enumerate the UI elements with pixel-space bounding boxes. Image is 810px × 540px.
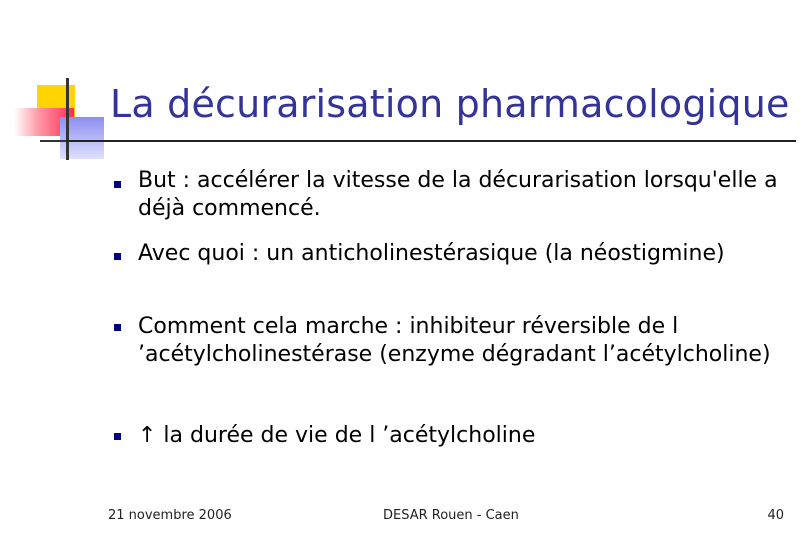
bullet-marker bbox=[114, 433, 121, 440]
bullet-marker bbox=[114, 181, 121, 188]
page-number: 40 bbox=[767, 508, 784, 523]
bullet-item: Avec quoi : un anticholinestérasique (la néostigmine) bbox=[138, 241, 725, 266]
bullet-marker bbox=[114, 253, 121, 260]
bullet-item: ↑ la durée de vie de l ’acétylcholine bbox=[138, 423, 536, 448]
bullet-item: But : accélérer la vitesse de la décurarisation lorsqu'elle a déjà commencé. bbox=[138, 168, 778, 221]
slide-title: La décurarisation pharmacologique bbox=[110, 82, 790, 126]
bullet-item: Comment cela marche : inhibiteur réversible de l ’acétylcholinestérase (enzyme dégradant l’acétylcholine) bbox=[138, 314, 771, 367]
footer-center-text: DESAR Rouen - Caen bbox=[383, 508, 519, 523]
footer-date: 21 novembre 2006 bbox=[108, 508, 232, 523]
bullet-marker bbox=[114, 324, 121, 331]
